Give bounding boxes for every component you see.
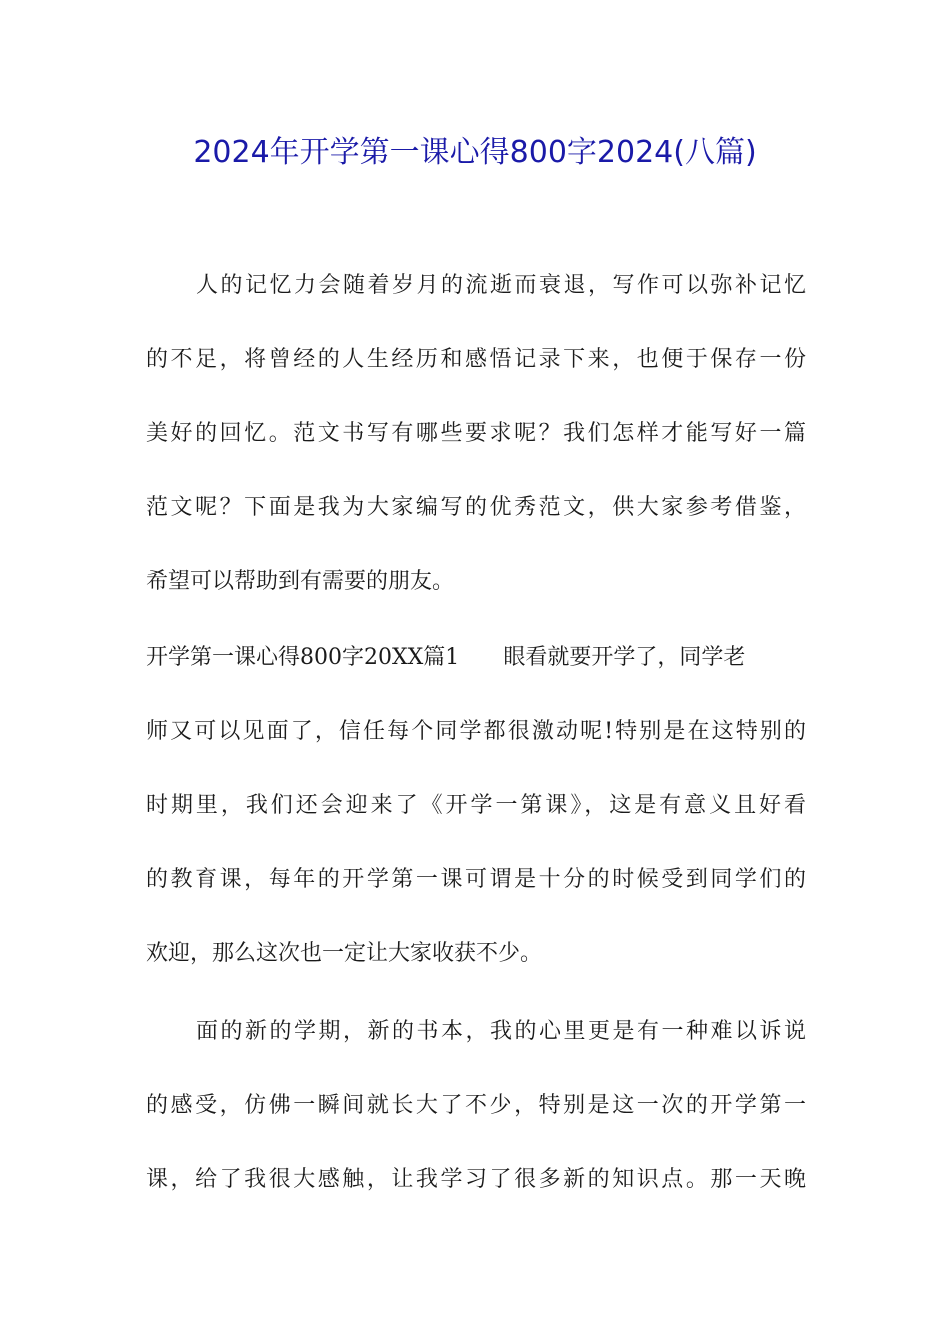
paragraph-line: 范文呢？下面是我为大家编写的优秀范文，供大家参考借鉴， [146,495,806,520]
section-heading: 开学第一课心得800字20XX篇1 [146,645,460,670]
paragraph-line: 面的新的学期，新的书本，我的心里更是有一种难以诉说 [196,1019,806,1044]
paragraph-line: 希望可以帮助到有需要的朋友。 [146,569,455,594]
paragraph-line: 的感受，仿佛一瞬间就长大了不少，特别是这一次的开学第一 [146,1093,806,1118]
paragraph-line: 课，给了我很大感触，让我学习了很多新的知识点。那一天晚 [146,1167,806,1192]
document-title: 2024年开学第一课心得800字2024(八篇) [193,135,757,170]
paragraph-line: 师又可以见面了，信任每个同学都很激动呢!特别是在这特别的 [146,719,806,744]
paragraph-line: 美好的回忆。范文书写有哪些要求呢？我们怎样才能写好一篇 [146,421,806,446]
paragraph-line: 的教育课，每年的开学第一课可谓是十分的时候受到同学们的 [146,867,806,892]
paragraph-line: 欢迎，那么这次也一定让大家收获不少。 [146,941,543,966]
paragraph-line: 时期里，我们还会迎来了《开学一第课》，这是有意义且好看 [146,793,806,818]
paragraph-line: 人的记忆力会随着岁月的流逝而衰退，写作可以弥补记忆 [196,273,806,298]
section-first-line [146,640,806,676]
paragraph-text: 眼看就要开学了，同学老 [503,645,746,670]
paragraph-line: 的不足，将曾经的人生经历和感悟记录下来，也便于保存一份 [146,347,806,372]
